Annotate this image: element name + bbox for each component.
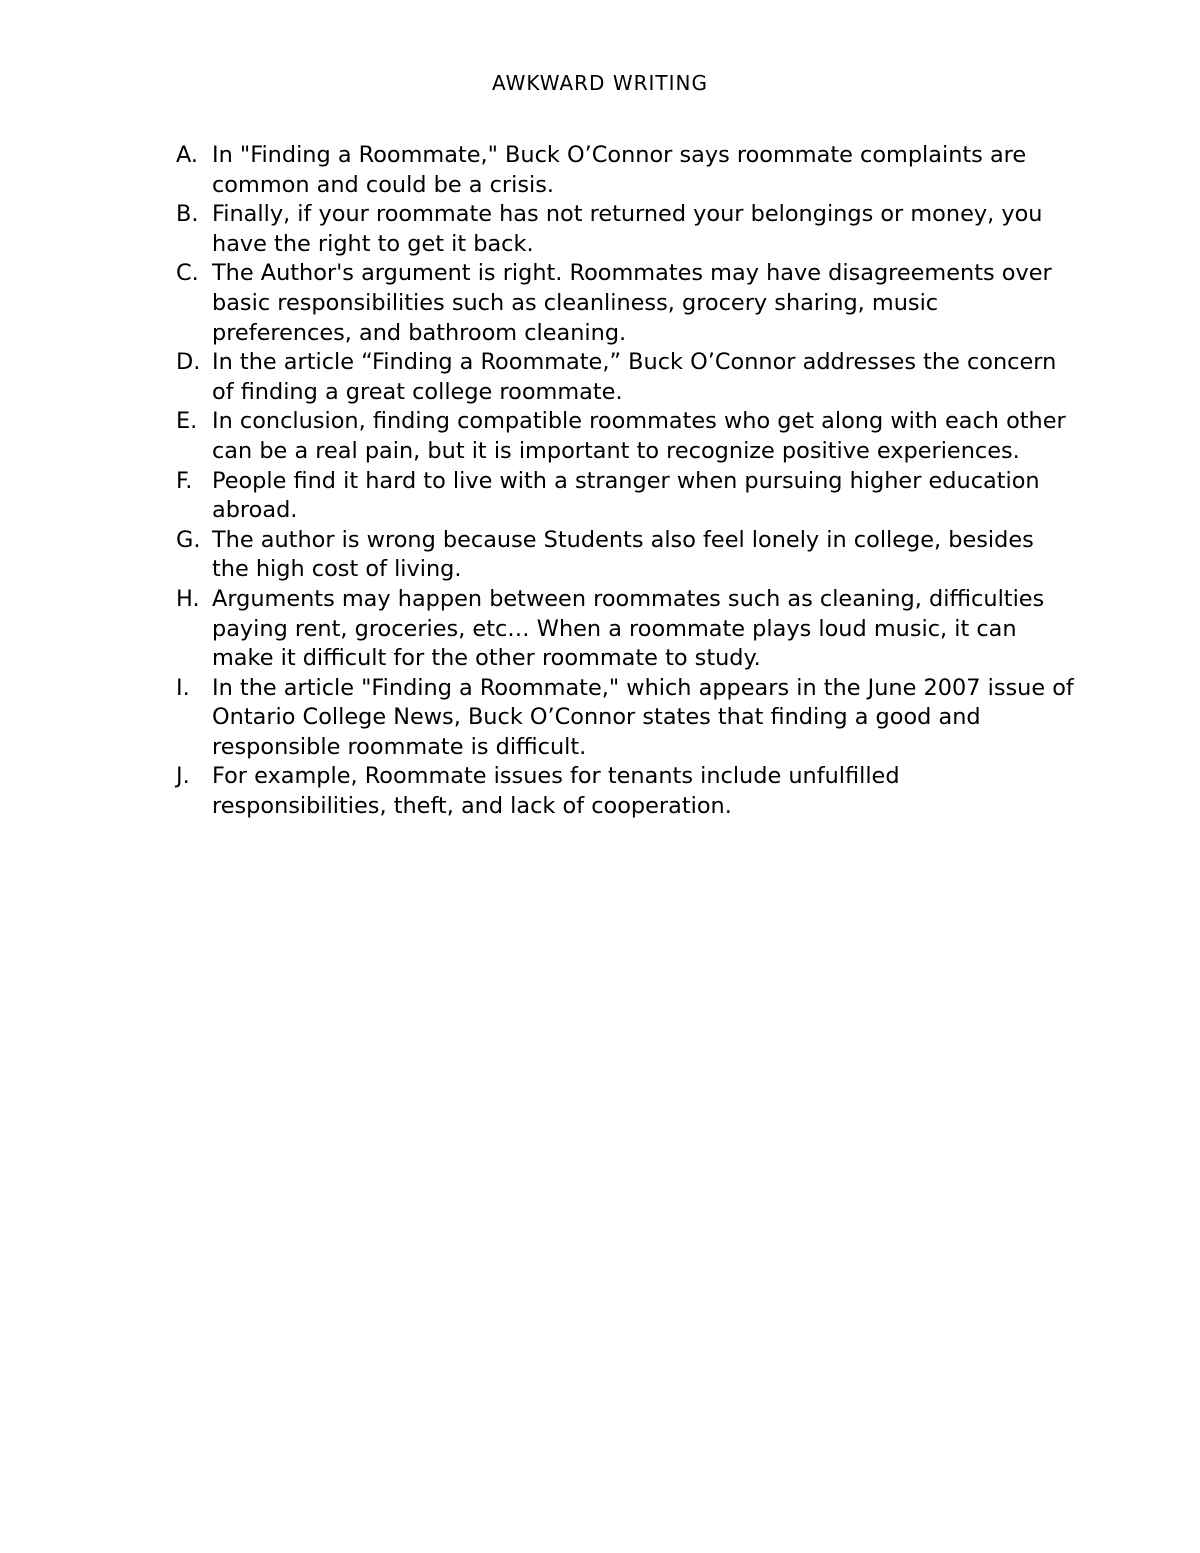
list-item — [176, 762, 1076, 821]
list-item-text: In the article “Finding a Roommate,” Buck O’Connor addresses the concern of finding a great college roommate. — [212, 349, 1057, 405]
list-marker: B. — [176, 201, 199, 228]
list-item — [176, 526, 1076, 585]
sentence-list — [176, 141, 1076, 822]
list-marker: E. — [176, 408, 198, 435]
list-item — [176, 141, 1076, 200]
list-item-text: In "Finding a Roommate," Buck O’Connor says roommate complaints are common and could be a crisis. — [212, 142, 1027, 198]
list-item-text: The Author's argument is right. Roommates may have disagreements over basic responsibilities such as cleanliness, grocery sharing, music preferences, and bathroom cleaning. — [212, 260, 1052, 346]
list-marker: D. — [176, 349, 201, 376]
list-item — [176, 585, 1076, 674]
list-marker: F. — [176, 467, 193, 494]
list-marker: A. — [176, 142, 199, 168]
list-item-text: People find it hard to live with a stranger when pursuing higher education abroad. — [212, 467, 1040, 524]
document-title: AWKWARD WRITING — [492, 71, 708, 95]
list-item-text: Finally, if your roommate has not returned your belongings or money, you have the right to get it back. — [212, 201, 1043, 257]
list-item-text: In conclusion, finding compatible roommates who get along with each other can be a real pain, but it is important to recognize positive experiences. — [212, 408, 1066, 464]
list-marker: I. — [176, 674, 190, 701]
list-marker: G. — [176, 526, 201, 553]
list-item — [176, 467, 1076, 526]
list-item — [176, 200, 1076, 259]
list-item — [176, 348, 1076, 407]
list-item-text: The author is wrong because Students also feel lonely in college, besides the high cost of living. — [212, 526, 1034, 583]
list-marker: J. — [176, 763, 190, 790]
list-marker: C. — [176, 260, 199, 287]
list-item — [176, 259, 1076, 348]
list-item-text: Arguments may happen between roommates such as cleaning, difficulties paying rent, groceries, etc… When a roommate plays loud music, it can make it difficult for the other roommate to study. — [212, 585, 1045, 672]
list-item — [176, 407, 1076, 466]
list-marker: H. — [176, 585, 200, 612]
list-item-text: In the article "Finding a Roommate," which appears in the June 2007 issue of Ontario College News, Buck O’Connor states that finding a good and responsible roommate is difficult. — [212, 674, 1074, 760]
list-item-text: For example, Roommate issues for tenants include unfulfilled responsibilities, theft, and lack of cooperation. — [212, 763, 900, 820]
list-item — [176, 674, 1076, 763]
